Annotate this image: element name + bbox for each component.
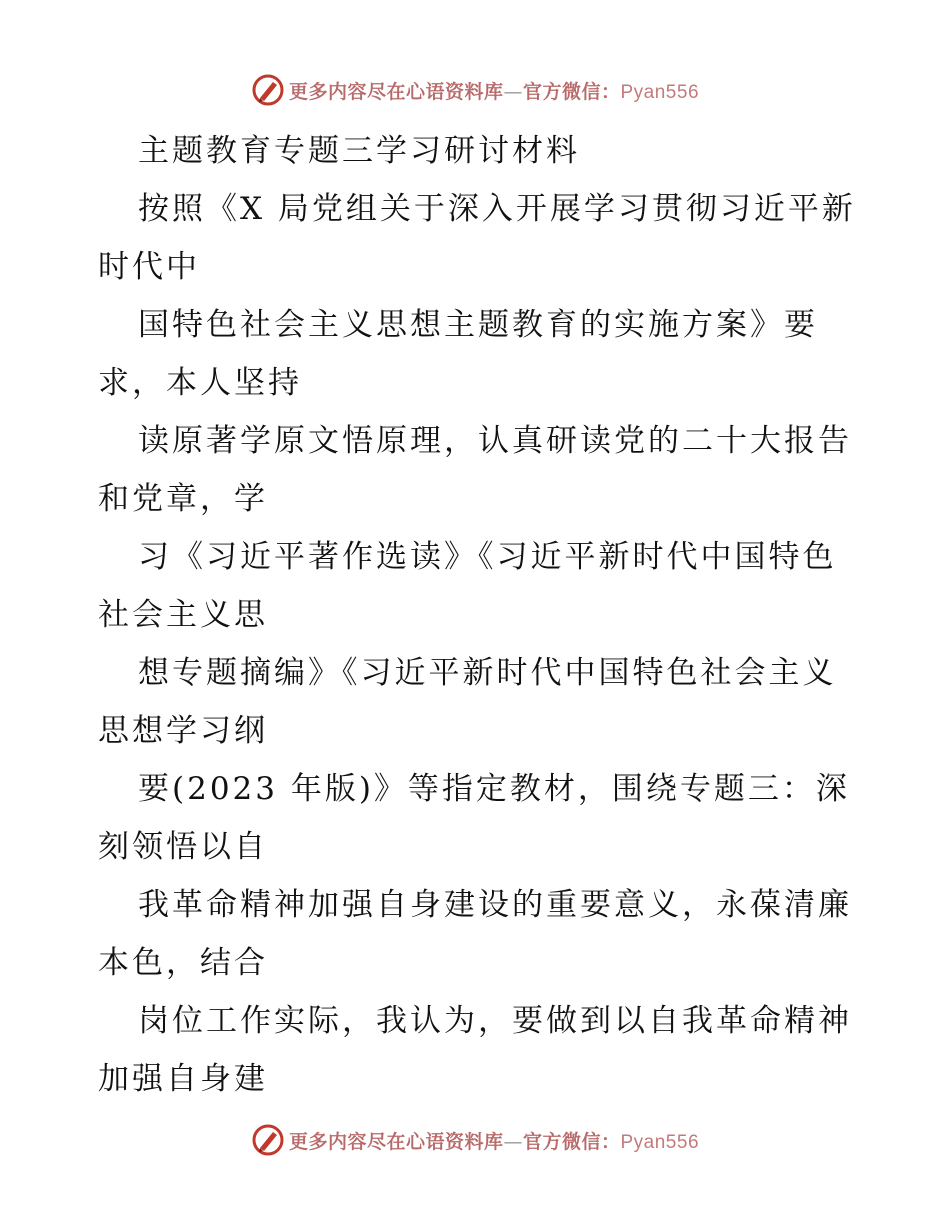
document-line: 读原著学原文悟原理，认真研读党的二十大报告 — [138, 423, 852, 459]
document-line: 时代中 — [98, 249, 200, 285]
header-banner-contact-id: Pyan556 — [620, 81, 700, 103]
footer-banner — [0, 1120, 950, 1160]
document-line: 和党章，学 — [98, 481, 268, 517]
document-line: 习《习近平著作选读》《习近平新时代中国特色 — [138, 539, 837, 575]
document-line: 思想学习纲 — [98, 713, 268, 749]
header-banner-text — [289, 77, 699, 104]
footer-banner-text — [289, 1127, 699, 1154]
footer-banner-contact-label: 官方微信： — [522, 1130, 621, 1153]
footer-banner-separator: — — [503, 1130, 523, 1153]
document-line: 求，本人坚持 — [98, 365, 302, 401]
document-line: 社会主义思 — [98, 597, 268, 633]
document-line: 我革命精神加强自身建设的重要意义，永葆清廉 — [138, 887, 852, 923]
document-line: 刻领悟以自 — [98, 829, 268, 865]
footer-banner-title: 更多内容尽在心语资料库 — [288, 1130, 504, 1153]
header-banner-separator: — — [503, 80, 523, 103]
document-line: 加强自身建 — [98, 1061, 268, 1097]
document-line: 按照《X 局党组关于深入开展学习贯彻习近平新 — [138, 191, 856, 227]
header-banner — [0, 70, 950, 110]
header-banner-contact-label: 官方微信： — [522, 80, 621, 103]
footer-banner-contact-id: Pyan556 — [620, 1131, 700, 1153]
document-line: 本色，结合 — [98, 945, 268, 981]
pen-logo-icon — [251, 1123, 285, 1157]
document-body — [98, 122, 858, 1108]
document-line: 要(2023 年版)》等指定教材，围绕专题三：深 — [138, 771, 850, 807]
pen-logo-icon — [251, 73, 285, 107]
document-title: 主题教育专题三学习研讨材料 — [138, 133, 580, 169]
document-line: 想专题摘编》《习近平新时代中国特色社会主义 — [138, 655, 837, 691]
header-banner-title: 更多内容尽在心语资料库 — [288, 80, 504, 103]
document-line: 岗位工作实际，我认为，要做到以自我革命精神 — [138, 1003, 852, 1039]
document-line: 国特色社会主义思想主题教育的实施方案》要 — [138, 307, 818, 343]
